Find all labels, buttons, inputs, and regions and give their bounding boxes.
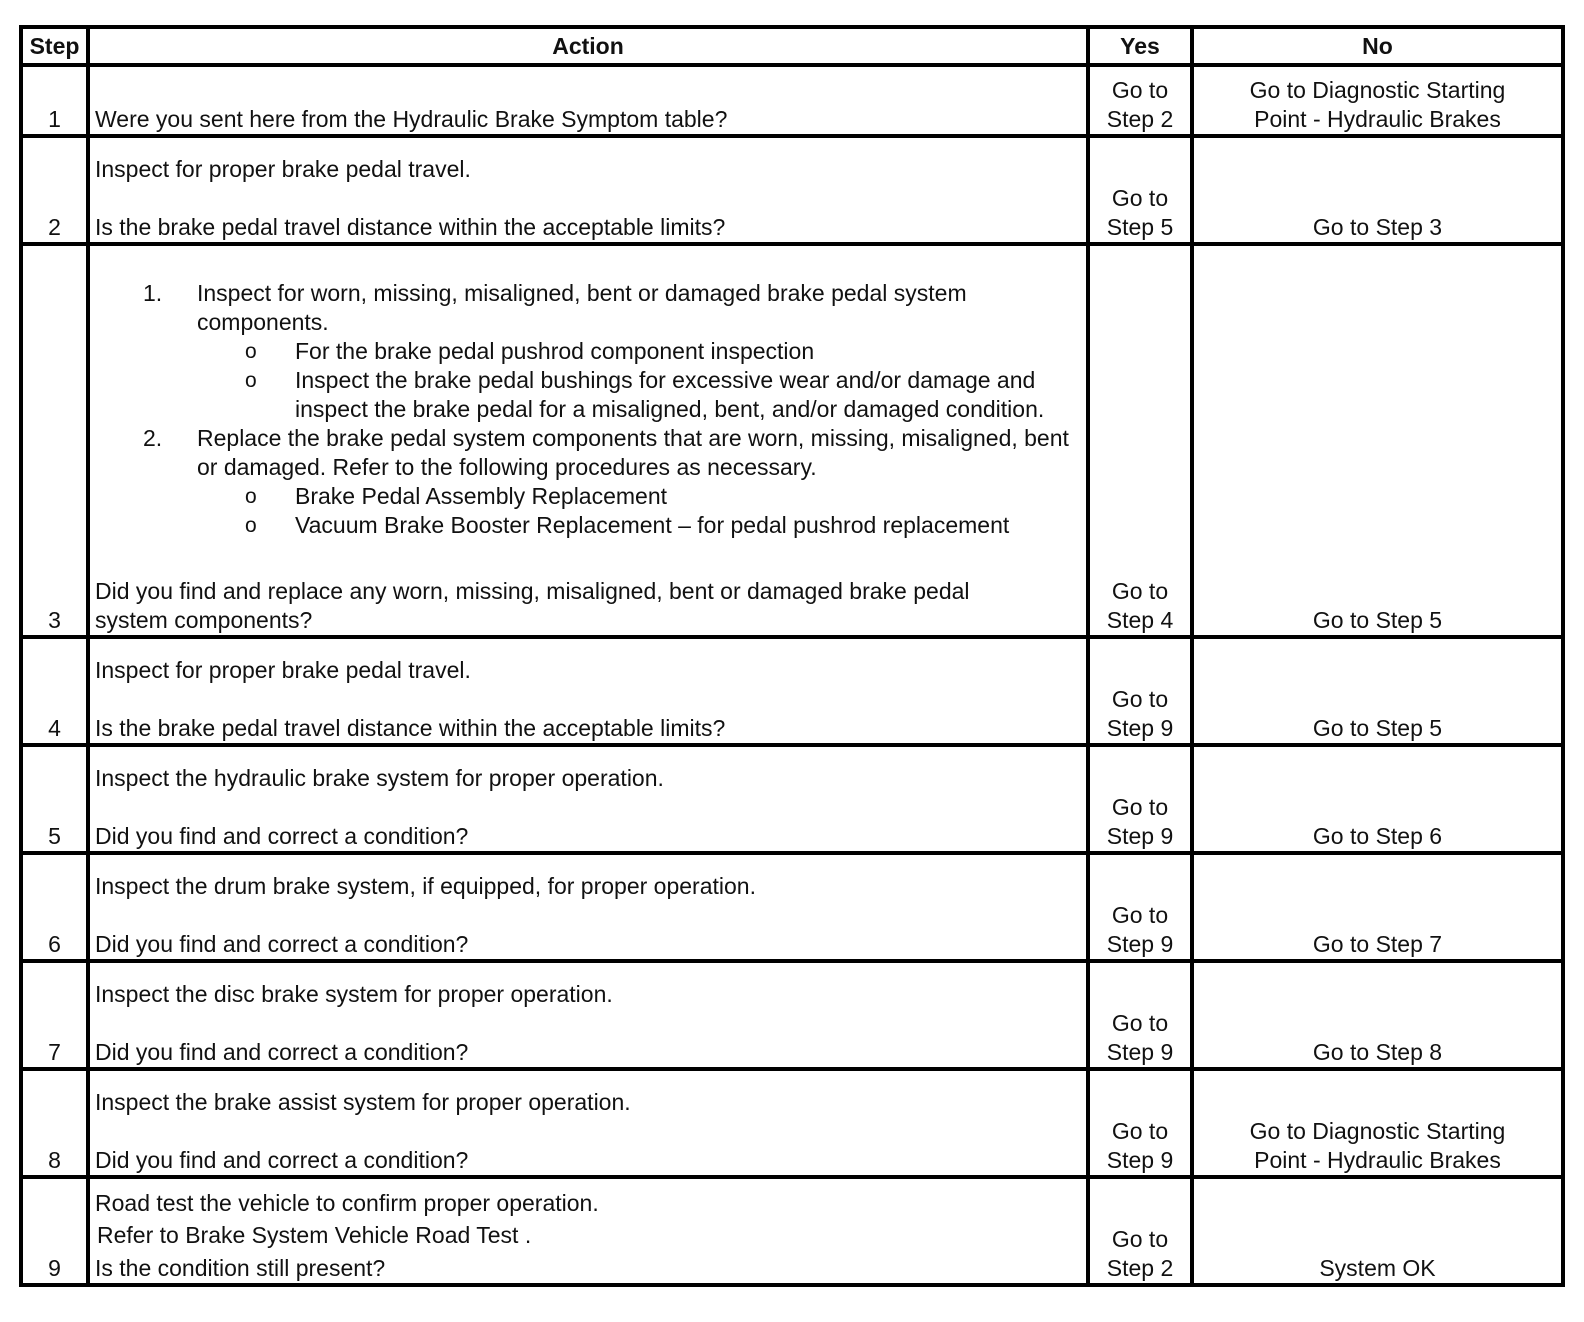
sub-bullet-item bbox=[95, 366, 1081, 424]
no-text: Go to Diagnostic Starting bbox=[1249, 1118, 1506, 1144]
action-question: Is the brake pedal travel distance within the acceptable limits? bbox=[95, 214, 726, 240]
action-text: Inspect the hydraulic brake system for proper operation. bbox=[95, 765, 664, 791]
yes-text: Go to bbox=[1111, 578, 1169, 604]
header-no: No bbox=[1192, 27, 1563, 65]
action-question: Did you find and correct a condition? bbox=[95, 1147, 469, 1173]
table-row bbox=[21, 136, 1563, 244]
yes-cell bbox=[1088, 244, 1192, 637]
sub-bullet-text: Inspect the brake pedal bushings for excessive wear and/or damage and inspect the brake pedal for a misaligned, bent, and/or damaged condition. bbox=[295, 367, 1045, 422]
bullet-icon: o bbox=[245, 485, 257, 508]
header-action: Action bbox=[88, 27, 1088, 65]
table-row bbox=[21, 244, 1563, 637]
yes-cell bbox=[1088, 637, 1192, 745]
yes-text: Step 2 bbox=[1106, 106, 1174, 132]
step-number: 7 bbox=[21, 961, 88, 1069]
action-text: Inspect for proper brake pedal travel. bbox=[95, 156, 471, 182]
action-question: Is the brake pedal travel distance within the acceptable limits? bbox=[95, 715, 726, 741]
no-text: Go to Step 5 bbox=[1312, 607, 1443, 633]
step-number: 8 bbox=[21, 1069, 88, 1177]
no-text: Point - Hydraulic Brakes bbox=[1254, 1147, 1501, 1173]
step-number: 3 bbox=[21, 244, 88, 637]
step-number: 4 bbox=[21, 637, 88, 745]
action-cell bbox=[88, 853, 1088, 961]
no-cell bbox=[1192, 745, 1563, 853]
action-question: Did you find and correct a condition? bbox=[95, 823, 469, 849]
procedure-list bbox=[95, 279, 1081, 540]
step-number: 5 bbox=[21, 745, 88, 853]
yes-text: Go to bbox=[1111, 1226, 1169, 1252]
no-text: Go to Step 6 bbox=[1312, 823, 1443, 849]
table-row bbox=[21, 1069, 1563, 1177]
yes-text: Step 9 bbox=[1106, 823, 1174, 849]
yes-text: Step 9 bbox=[1106, 715, 1174, 741]
no-cell bbox=[1192, 1177, 1563, 1285]
table-row bbox=[21, 853, 1563, 961]
no-cell bbox=[1192, 65, 1563, 136]
action-cell bbox=[88, 136, 1088, 244]
action-question: Did you find and correct a condition? bbox=[95, 1039, 469, 1065]
procedure-number: 1. bbox=[143, 280, 163, 306]
action-cell bbox=[88, 1069, 1088, 1177]
sub-bullet-text: Vacuum Brake Booster Replacement – for pedal pushrod replacement bbox=[295, 512, 1010, 538]
yes-text: Step 2 bbox=[1106, 1255, 1174, 1281]
yes-text: Go to bbox=[1111, 77, 1169, 103]
yes-text: Step 9 bbox=[1106, 1039, 1174, 1065]
no-cell bbox=[1192, 136, 1563, 244]
yes-text: Step 9 bbox=[1106, 931, 1174, 957]
procedure-item bbox=[95, 279, 1081, 424]
action-question: Did you find and replace any worn, missing, misaligned, bent or damaged brake pedal system components? bbox=[95, 578, 970, 633]
diagnostic-table bbox=[19, 25, 1565, 1287]
action-text: Inspect the disc brake system for proper operation. bbox=[95, 981, 613, 1007]
no-text: Go to Step 5 bbox=[1312, 715, 1443, 741]
action-text: Were you sent here from the Hydraulic Brake Symptom table? bbox=[95, 106, 728, 132]
yes-text: Go to bbox=[1111, 902, 1169, 928]
bullet-icon: o bbox=[245, 369, 257, 392]
sub-bullet-item bbox=[95, 337, 1081, 366]
header-row bbox=[21, 27, 1563, 65]
table-row bbox=[21, 65, 1563, 136]
header-step: Step bbox=[21, 27, 88, 65]
no-cell bbox=[1192, 244, 1563, 637]
action-cell bbox=[88, 637, 1088, 745]
yes-text: Step 9 bbox=[1106, 1147, 1174, 1173]
bullet-icon: o bbox=[245, 514, 257, 537]
sub-bullet-item bbox=[95, 482, 1081, 511]
yes-cell bbox=[1088, 136, 1192, 244]
step-number: 2 bbox=[21, 136, 88, 244]
yes-cell bbox=[1088, 1177, 1192, 1285]
diagnostic-table-container bbox=[19, 25, 1561, 1287]
sub-bullet-text: Brake Pedal Assembly Replacement bbox=[295, 483, 668, 509]
yes-cell bbox=[1088, 853, 1192, 961]
table-row bbox=[21, 1177, 1563, 1285]
table-row bbox=[21, 637, 1563, 745]
procedure-text: Replace the brake pedal system components that are worn, missing, misaligned, bent or damaged. Refer to the following procedures as necessary. bbox=[197, 425, 1069, 480]
yes-cell bbox=[1088, 961, 1192, 1069]
yes-text: Step 4 bbox=[1106, 607, 1174, 633]
action-text: Inspect for proper brake pedal travel. bbox=[95, 657, 471, 683]
action-cell bbox=[88, 1177, 1088, 1285]
procedure-text: Inspect for worn, missing, misaligned, bent or damaged brake pedal system components. bbox=[197, 280, 967, 335]
no-text: Point - Hydraulic Brakes bbox=[1254, 106, 1501, 132]
sub-bullet-list bbox=[197, 482, 1081, 540]
table-row bbox=[21, 745, 1563, 853]
yes-text: Step 5 bbox=[1106, 214, 1174, 240]
bullet-icon: o bbox=[245, 340, 257, 363]
action-text: Road test the vehicle to confirm proper operation. bbox=[95, 1190, 599, 1216]
no-text: System OK bbox=[1319, 1255, 1436, 1281]
yes-cell bbox=[1088, 1069, 1192, 1177]
step-number: 9 bbox=[21, 1177, 88, 1285]
yes-cell bbox=[1088, 745, 1192, 853]
sub-bullet-text: For the brake pedal pushrod component inspection bbox=[295, 338, 815, 364]
action-text: Inspect the drum brake system, if equipped, for proper operation. bbox=[95, 873, 756, 899]
no-text: Go to Step 3 bbox=[1312, 214, 1443, 240]
sub-bullet-item bbox=[95, 511, 1081, 540]
yes-text: Go to bbox=[1111, 185, 1169, 211]
action-cell bbox=[88, 65, 1088, 136]
yes-text: Go to bbox=[1111, 1010, 1169, 1036]
action-cell bbox=[88, 961, 1088, 1069]
no-cell bbox=[1192, 637, 1563, 745]
action-question: Did you find and correct a condition? bbox=[95, 931, 469, 957]
no-text: Go to Step 8 bbox=[1312, 1039, 1443, 1065]
sub-bullet-list bbox=[197, 337, 1081, 424]
yes-cell bbox=[1088, 65, 1192, 136]
action-reference: Refer to Brake System Vehicle Road Test . bbox=[97, 1222, 532, 1248]
action-text: Inspect the brake assist system for proper operation. bbox=[95, 1089, 631, 1115]
procedure-number: 2. bbox=[143, 425, 163, 451]
step-number: 6 bbox=[21, 853, 88, 961]
header-yes: Yes bbox=[1088, 27, 1192, 65]
no-text: Go to Step 7 bbox=[1312, 931, 1443, 957]
no-cell bbox=[1192, 1069, 1563, 1177]
no-text: Go to Diagnostic Starting bbox=[1249, 77, 1506, 103]
no-cell bbox=[1192, 853, 1563, 961]
action-cell bbox=[88, 745, 1088, 853]
procedure-item bbox=[95, 424, 1081, 540]
yes-text: Go to bbox=[1111, 794, 1169, 820]
step-number: 1 bbox=[21, 65, 88, 136]
action-question: Is the condition still present? bbox=[95, 1255, 386, 1281]
table-row bbox=[21, 961, 1563, 1069]
no-cell bbox=[1192, 961, 1563, 1069]
yes-text: Go to bbox=[1111, 686, 1169, 712]
yes-text: Go to bbox=[1111, 1118, 1169, 1144]
action-cell bbox=[88, 244, 1088, 637]
